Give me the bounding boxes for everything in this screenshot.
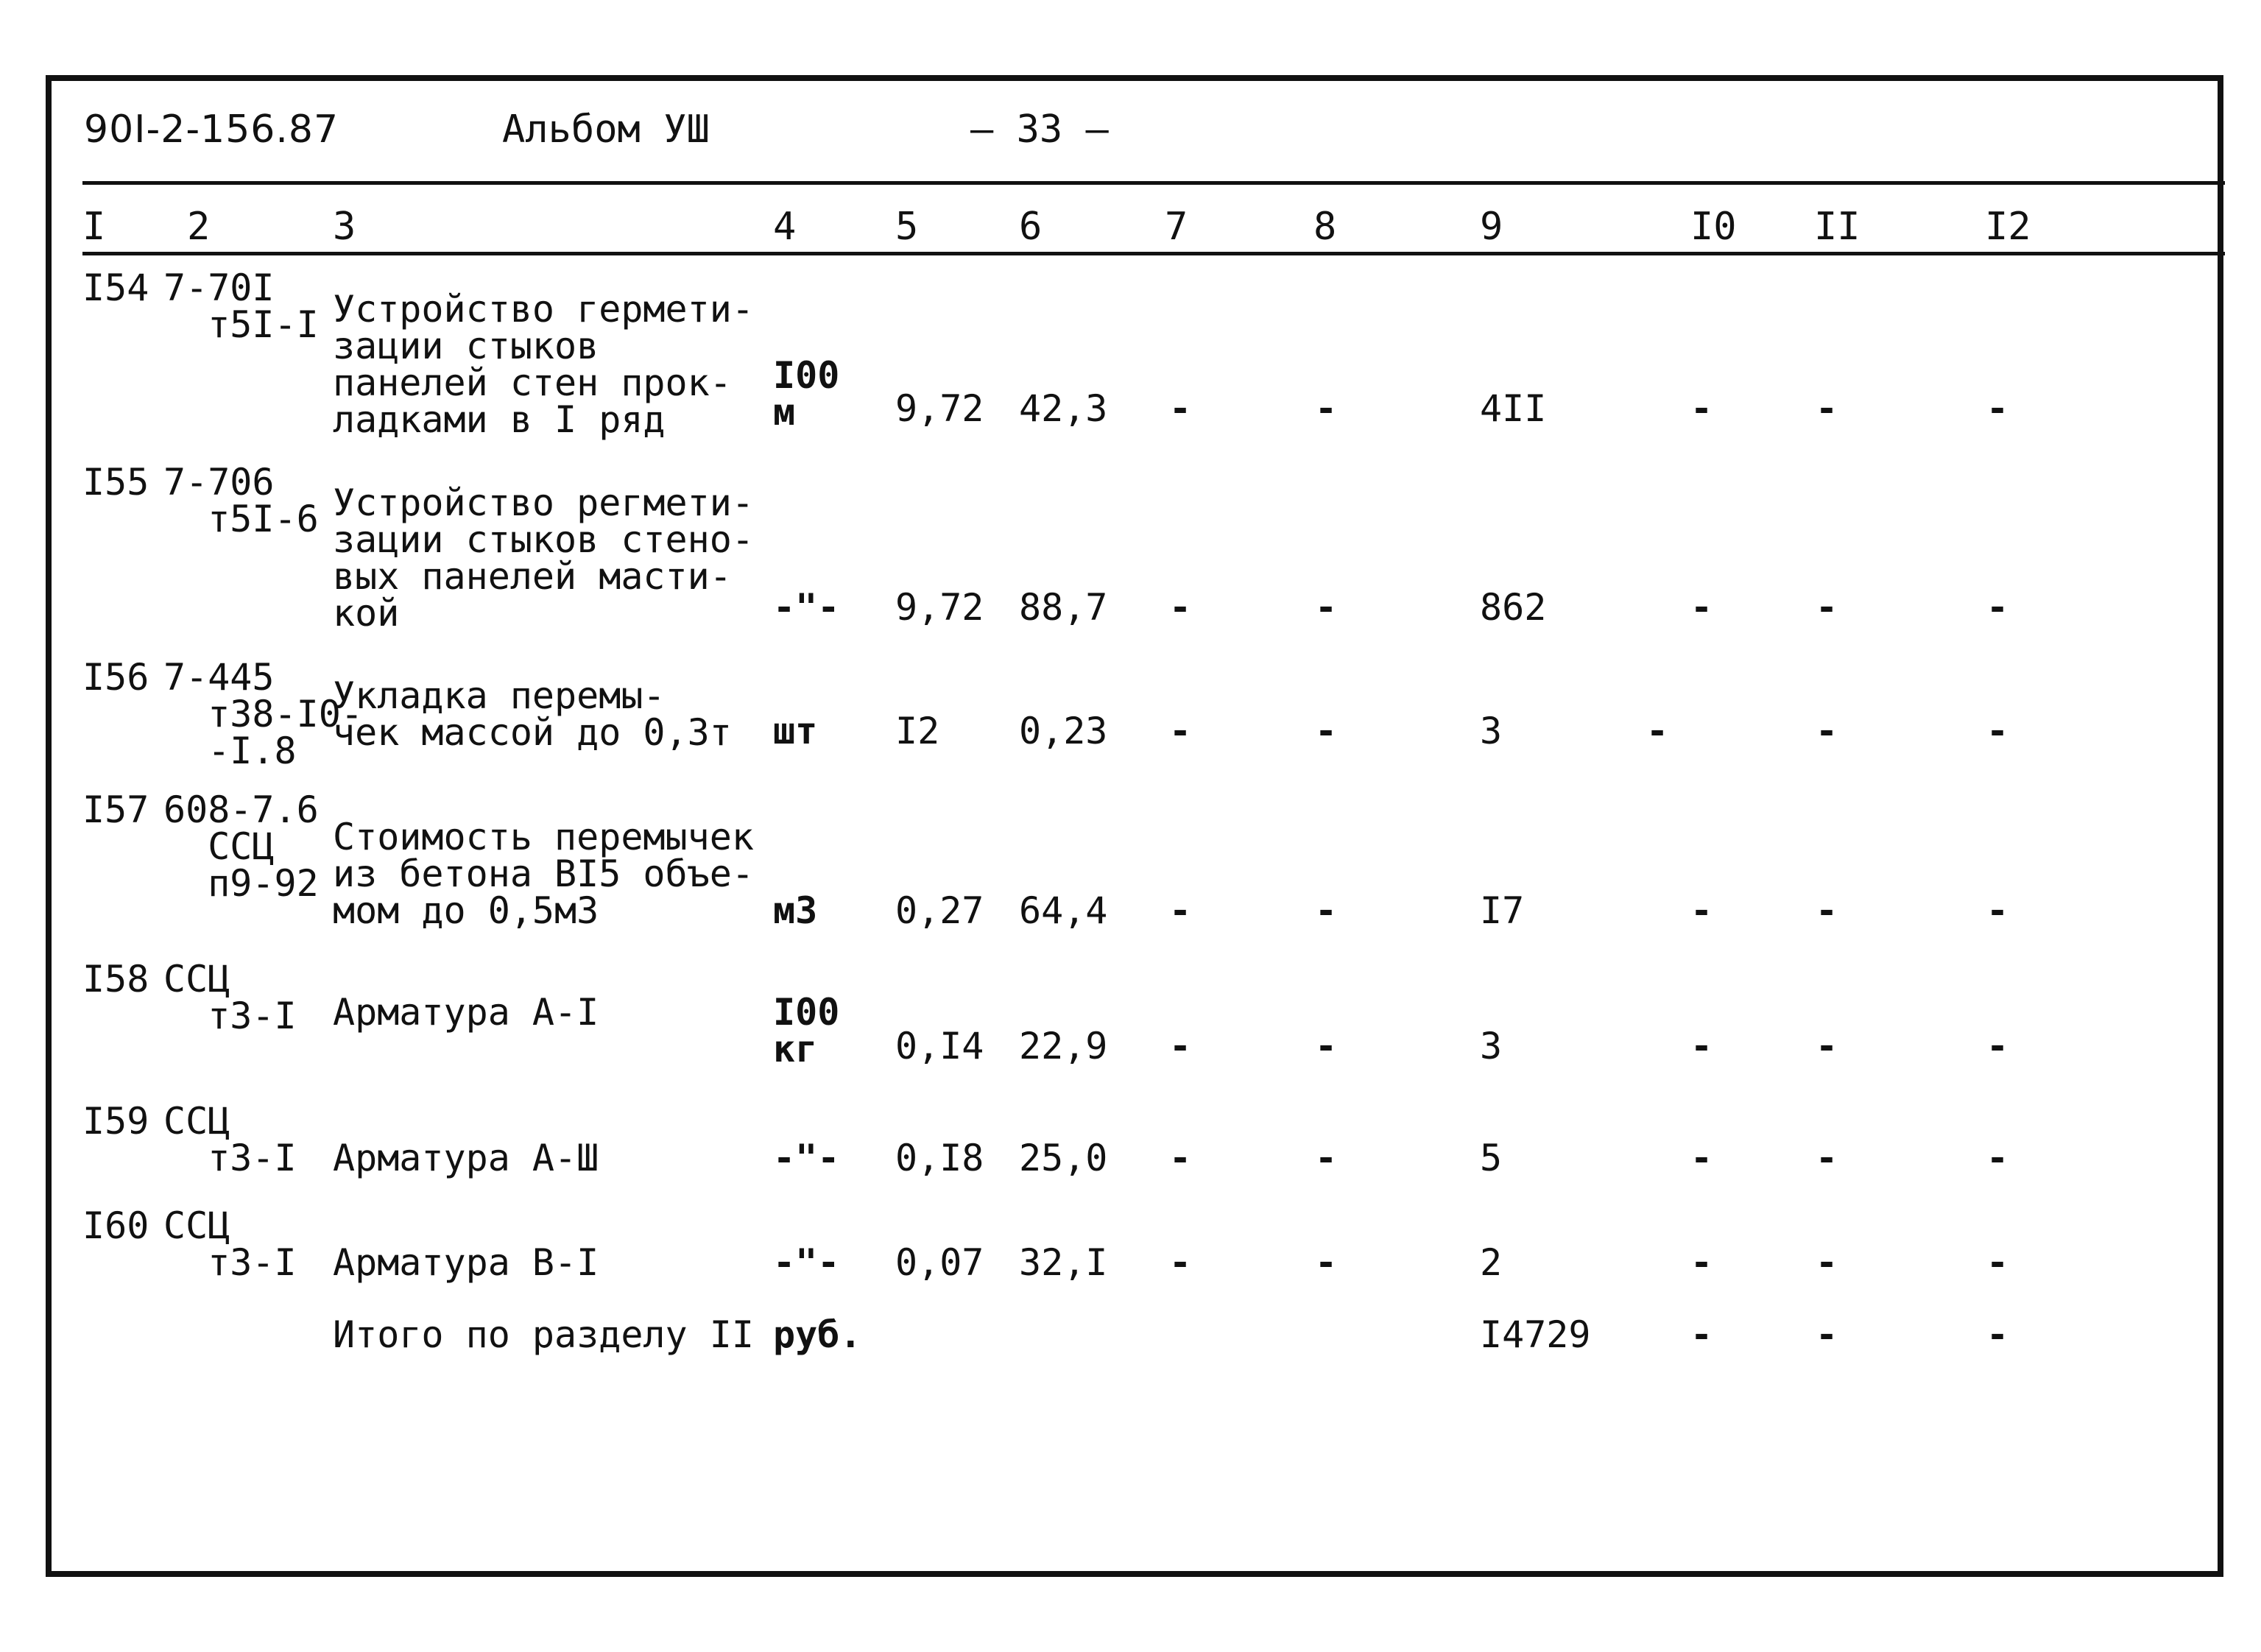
work-name: Арматура В-I (333, 1241, 599, 1284)
col11-value: - (1816, 710, 1838, 752)
total-cost: 3 (1480, 1025, 1503, 1067)
col8-value: - (1315, 1137, 1338, 1179)
col12-value: - (1986, 710, 2009, 752)
col11-value: - (1816, 1137, 1838, 1179)
col8-value: - (1315, 1025, 1338, 1067)
quantity: I2 (895, 710, 940, 752)
col8-value: - (1315, 1241, 1338, 1284)
norm-code: ССЦ т3-I (163, 958, 297, 1037)
norm-code: ССЦ т3-I (163, 1204, 297, 1284)
page-number: — 33 — (970, 107, 1109, 152)
unit-cost: 25,0 (1019, 1137, 1108, 1179)
column-number-12: I2 (1985, 205, 2031, 249)
column-number-3: 3 (333, 205, 356, 249)
work-name: Стоимость перемычек из бетона BI5 объе- мом до 0,5м3 (333, 816, 754, 932)
row-number: I60 (82, 1204, 149, 1247)
col8-value: - (1315, 586, 1338, 629)
column-number-11: II (1814, 205, 1860, 249)
col11-value: - (1816, 1025, 1838, 1067)
album-title: Альбом УШ (502, 107, 710, 152)
quantity: 9,72 (895, 586, 984, 629)
col7-value: - (1169, 1025, 1192, 1067)
row-number: I54 (82, 266, 149, 309)
unit: I00 кг (773, 991, 840, 1070)
column-number-7: 7 (1165, 205, 1188, 249)
work-name: Арматура А-Ш (333, 1137, 599, 1179)
col8-value: - (1315, 387, 1338, 430)
col10-value: - (1690, 387, 1713, 430)
col10-value: - (1690, 586, 1713, 629)
col10-value: - (1646, 710, 1669, 752)
col12-value: - (1986, 1241, 2009, 1284)
unit: -"- (773, 1241, 840, 1284)
section-total-col11: - (1816, 1313, 1838, 1356)
column-number-5: 5 (895, 205, 919, 249)
col10-value: - (1690, 1241, 1713, 1284)
col11-value: - (1816, 1241, 1838, 1284)
row-number: I56 (82, 656, 149, 699)
quantity: 9,72 (895, 387, 984, 430)
column-numbers-rule (82, 252, 2225, 255)
section-total-unit: руб. (773, 1313, 862, 1356)
quantity: 0,07 (895, 1241, 984, 1284)
col11-value: - (1816, 889, 1838, 932)
work-name: Устройство регмети- зации стыков стено- вых панелей масти- кой (333, 481, 754, 635)
section-total-value: I4729 (1480, 1313, 1591, 1356)
quantity: 0,I4 (895, 1025, 984, 1067)
col8-value: - (1315, 889, 1338, 932)
unit: -"- (773, 1137, 840, 1179)
section-total-col10: - (1690, 1313, 1713, 1356)
row-number: I55 (82, 461, 149, 504)
norm-code: 7-445 т38-I0- -I.8 (163, 656, 363, 772)
col12-value: - (1986, 387, 2009, 430)
section-total-col12: - (1986, 1313, 2009, 1356)
col7-value: - (1169, 1137, 1192, 1179)
unit: -"- (773, 586, 840, 629)
unit: м3 (773, 889, 818, 932)
col7-value: - (1169, 710, 1192, 752)
col12-value: - (1986, 1025, 2009, 1067)
column-number-9: 9 (1480, 205, 1503, 249)
row-number: I57 (82, 788, 149, 831)
unit-cost: 0,23 (1019, 710, 1108, 752)
document-code: 90I-2-156.87 (84, 107, 339, 152)
col12-value: - (1986, 889, 2009, 932)
unit: I00 м (773, 354, 840, 434)
total-cost: 5 (1480, 1137, 1503, 1179)
total-cost: 3 (1480, 710, 1503, 752)
col10-value: - (1690, 889, 1713, 932)
col7-value: - (1169, 889, 1192, 932)
norm-code: 608-7.6 ССЦ п9-92 (163, 788, 319, 905)
unit-cost: 32,I (1019, 1241, 1108, 1284)
col7-value: - (1169, 586, 1192, 629)
column-number-8: 8 (1313, 205, 1337, 249)
col12-value: - (1986, 1137, 2009, 1179)
unit-cost: 42,3 (1019, 387, 1108, 430)
quantity: 0,I8 (895, 1137, 984, 1179)
unit: шт (773, 710, 818, 752)
col7-value: - (1169, 1241, 1192, 1284)
norm-code: 7-70I т5I-I (163, 266, 319, 346)
total-cost: I7 (1480, 889, 1525, 932)
col7-value: - (1169, 387, 1192, 430)
column-number-10: I0 (1690, 205, 1737, 249)
section-total-label: Итого по разделу II (333, 1313, 754, 1356)
column-number-2: 2 (187, 205, 211, 249)
column-number-6: 6 (1019, 205, 1043, 249)
col8-value: - (1315, 710, 1338, 752)
work-name: Устройство гермети- зации стыков панелей стен прок- ладками в I ряд (333, 288, 754, 441)
work-name: Арматура А-I (333, 991, 599, 1034)
total-cost: 2 (1480, 1241, 1503, 1284)
col11-value: - (1816, 387, 1838, 430)
quantity: 0,27 (895, 889, 984, 932)
header-rule (82, 181, 2225, 185)
col10-value: - (1690, 1025, 1713, 1067)
unit-cost: 64,4 (1019, 889, 1108, 932)
col12-value: - (1986, 586, 2009, 629)
row-number: I59 (82, 1100, 149, 1143)
norm-code: ССЦ т3-I (163, 1100, 297, 1179)
work-name: Укладка перемы- чек массой до 0,3т (333, 674, 732, 754)
unit-cost: 88,7 (1019, 586, 1108, 629)
col11-value: - (1816, 586, 1838, 629)
row-number: I58 (82, 958, 149, 1000)
column-number-1: I (82, 205, 106, 249)
unit-cost: 22,9 (1019, 1025, 1108, 1067)
column-number-4: 4 (773, 205, 797, 249)
col10-value: - (1690, 1137, 1713, 1179)
total-cost: 4II (1480, 387, 1547, 430)
total-cost: 862 (1480, 586, 1547, 629)
norm-code: 7-706 т5I-6 (163, 461, 319, 540)
